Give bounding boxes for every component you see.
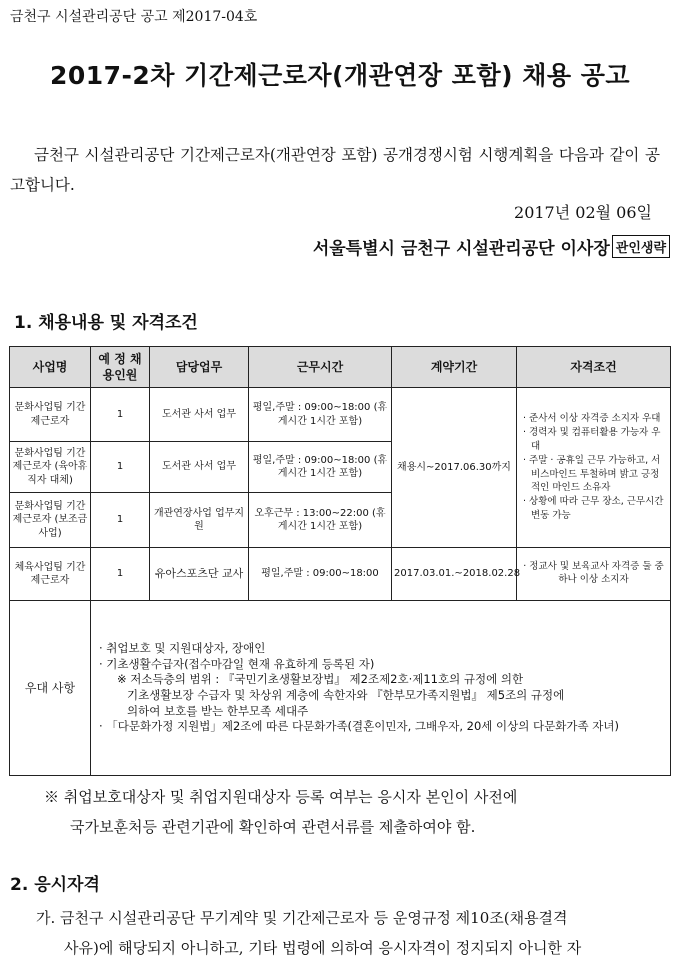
period-cell: 2017.03.01.~2018.02.28 [392, 548, 517, 601]
duty-cell: 도서관 사서 업무 [150, 442, 249, 493]
business-cell: 문화사업팀 기간제근로자 [10, 388, 91, 442]
count-cell: 1 [91, 442, 150, 493]
eligibility-line: 사유)에 해당되지 아니하고, 기타 법령에 의하여 응시자격이 정지되지 아니한 자 [64, 939, 582, 957]
duty-cell: 유아스포츠단 교사 [150, 548, 249, 601]
duty-cell: 도서관 사서 업무 [150, 388, 249, 442]
qualification-item: · 주말 · 공휴일 근무 가능하고, 서비스마인드 투철하며 밝고 긍정적인 마인드 소유자 [523, 454, 661, 494]
hours-cell: 평일,주말 : 09:00~18:00 (휴게시간 1시간 포함) [249, 388, 392, 442]
duty-cell: 개관연장사업 업무지원 [150, 493, 249, 548]
period-cell: 채용시~2017.06.30까지 [392, 388, 517, 548]
section-2-body [36, 903, 668, 963]
note-line: 국가보훈처등 관련기관에 확인하여 관련서류를 제출하여야 함. [70, 818, 476, 836]
preference-line: · 「다문화가정 지원법」제2조에 따른 다문화가족(결혼이민자, 그배우자, 20세 이상의 다문화가족 자녀) [99, 719, 619, 734]
preference-label: 우대 사항 [10, 601, 91, 776]
table-row [10, 388, 671, 442]
hours-cell: 평일,주말 : 09:00~18:00 (휴게시간 1시간 포함) [249, 442, 392, 493]
notice-number: 금천구 시설관리공단 공고 제2017-04호 [10, 9, 258, 25]
preference-row [10, 601, 671, 776]
preference-line: ※ 저소득층의 범위 : 『국민기초생활보장법』 제2조제2호·제11호의 규정에 의한 [117, 672, 524, 687]
qualification-item: · 상황에 따라 근무 장소, 근무시간 변동 가능 [523, 496, 664, 521]
preference-line: 기초생활보장 수급자 및 차상위 계층에 속한자와 『한부모가족지원법』 제5조의 규정에 [127, 688, 565, 702]
registration-note [44, 782, 654, 842]
qualification-cell [517, 388, 671, 548]
intro-paragraph: 금천구 시설관리공단 기간제근로자(개관연장 포함) 공개경쟁시험 시행계획을 다음과 같이 공고합니다. [10, 146, 660, 194]
business-cell: 문화사업팀 기간제근로자 (육아휴직자 대체) [10, 442, 91, 493]
column-header: 근무시간 [249, 347, 392, 388]
note-line: ※ 취업보호대상자 및 취업지원대상자 등록 여부는 응시자 본인이 사전에 [44, 788, 518, 806]
notice-date: 2017년 02월 06일 [514, 203, 652, 222]
preference-line: 의하여 보호를 받는 한부모족 세대주 [127, 703, 309, 718]
eligibility-line: 가. 금천구 시설관리공단 무기계약 및 기간제근로자 등 운영규정 제10조(채용결격 [36, 909, 568, 927]
qualification-item: · 경력자 및 컴퓨터활용 가능자 우대 [523, 427, 661, 452]
recruitment-table [9, 346, 671, 776]
seal-omitted-stamp: 관인생략 [612, 235, 670, 258]
hours-cell: 평일,주말 : 09:00~18:00 [249, 548, 392, 601]
column-header: 사업명 [10, 347, 91, 388]
count-cell: 1 [91, 388, 150, 442]
qualification-cell: · 정교사 및 보육교사 자격증 둘 중 하나 이상 소지자 [517, 548, 671, 601]
section-1-heading: 1. 채용내용 및 자격조건 [14, 313, 198, 333]
business-cell: 체육사업팀 기간제근로자 [10, 548, 91, 601]
section-2-heading: 2. 응시자격 [10, 875, 100, 895]
column-header: 계약기간 [392, 347, 517, 388]
qualification-item: · 준사서 이상 자격증 소지자 우대 [523, 413, 661, 425]
hours-cell: 오후근무 : 13:00~22:00 (휴게시간 1시간 포함) [249, 493, 392, 548]
preference-content [91, 601, 671, 776]
business-cell: 문화사업팀 기간제근로자 (보조금 사업) [10, 493, 91, 548]
count-cell: 1 [91, 493, 150, 548]
page-title: 2017-2차 기간제근로자(개관연장 포함) 채용 공고 [49, 61, 631, 90]
column-header: 자격조건 [517, 347, 671, 388]
preference-line: · 취업보호 및 지원대상자, 장애인 [99, 641, 266, 656]
issuer-name: 서울특별시 금천구 시설관리공단 이사장 [312, 239, 610, 259]
column-header: 예 정 채용인원 [91, 347, 150, 388]
table-row [10, 548, 671, 601]
count-cell: 1 [91, 548, 150, 601]
issuer-line [313, 234, 670, 259]
column-header: 담당업무 [150, 347, 249, 388]
preference-line: · 기초생활수급자(접수마감일 현재 유효하게 등록된 자) [99, 656, 375, 671]
table-header-row [10, 347, 671, 388]
